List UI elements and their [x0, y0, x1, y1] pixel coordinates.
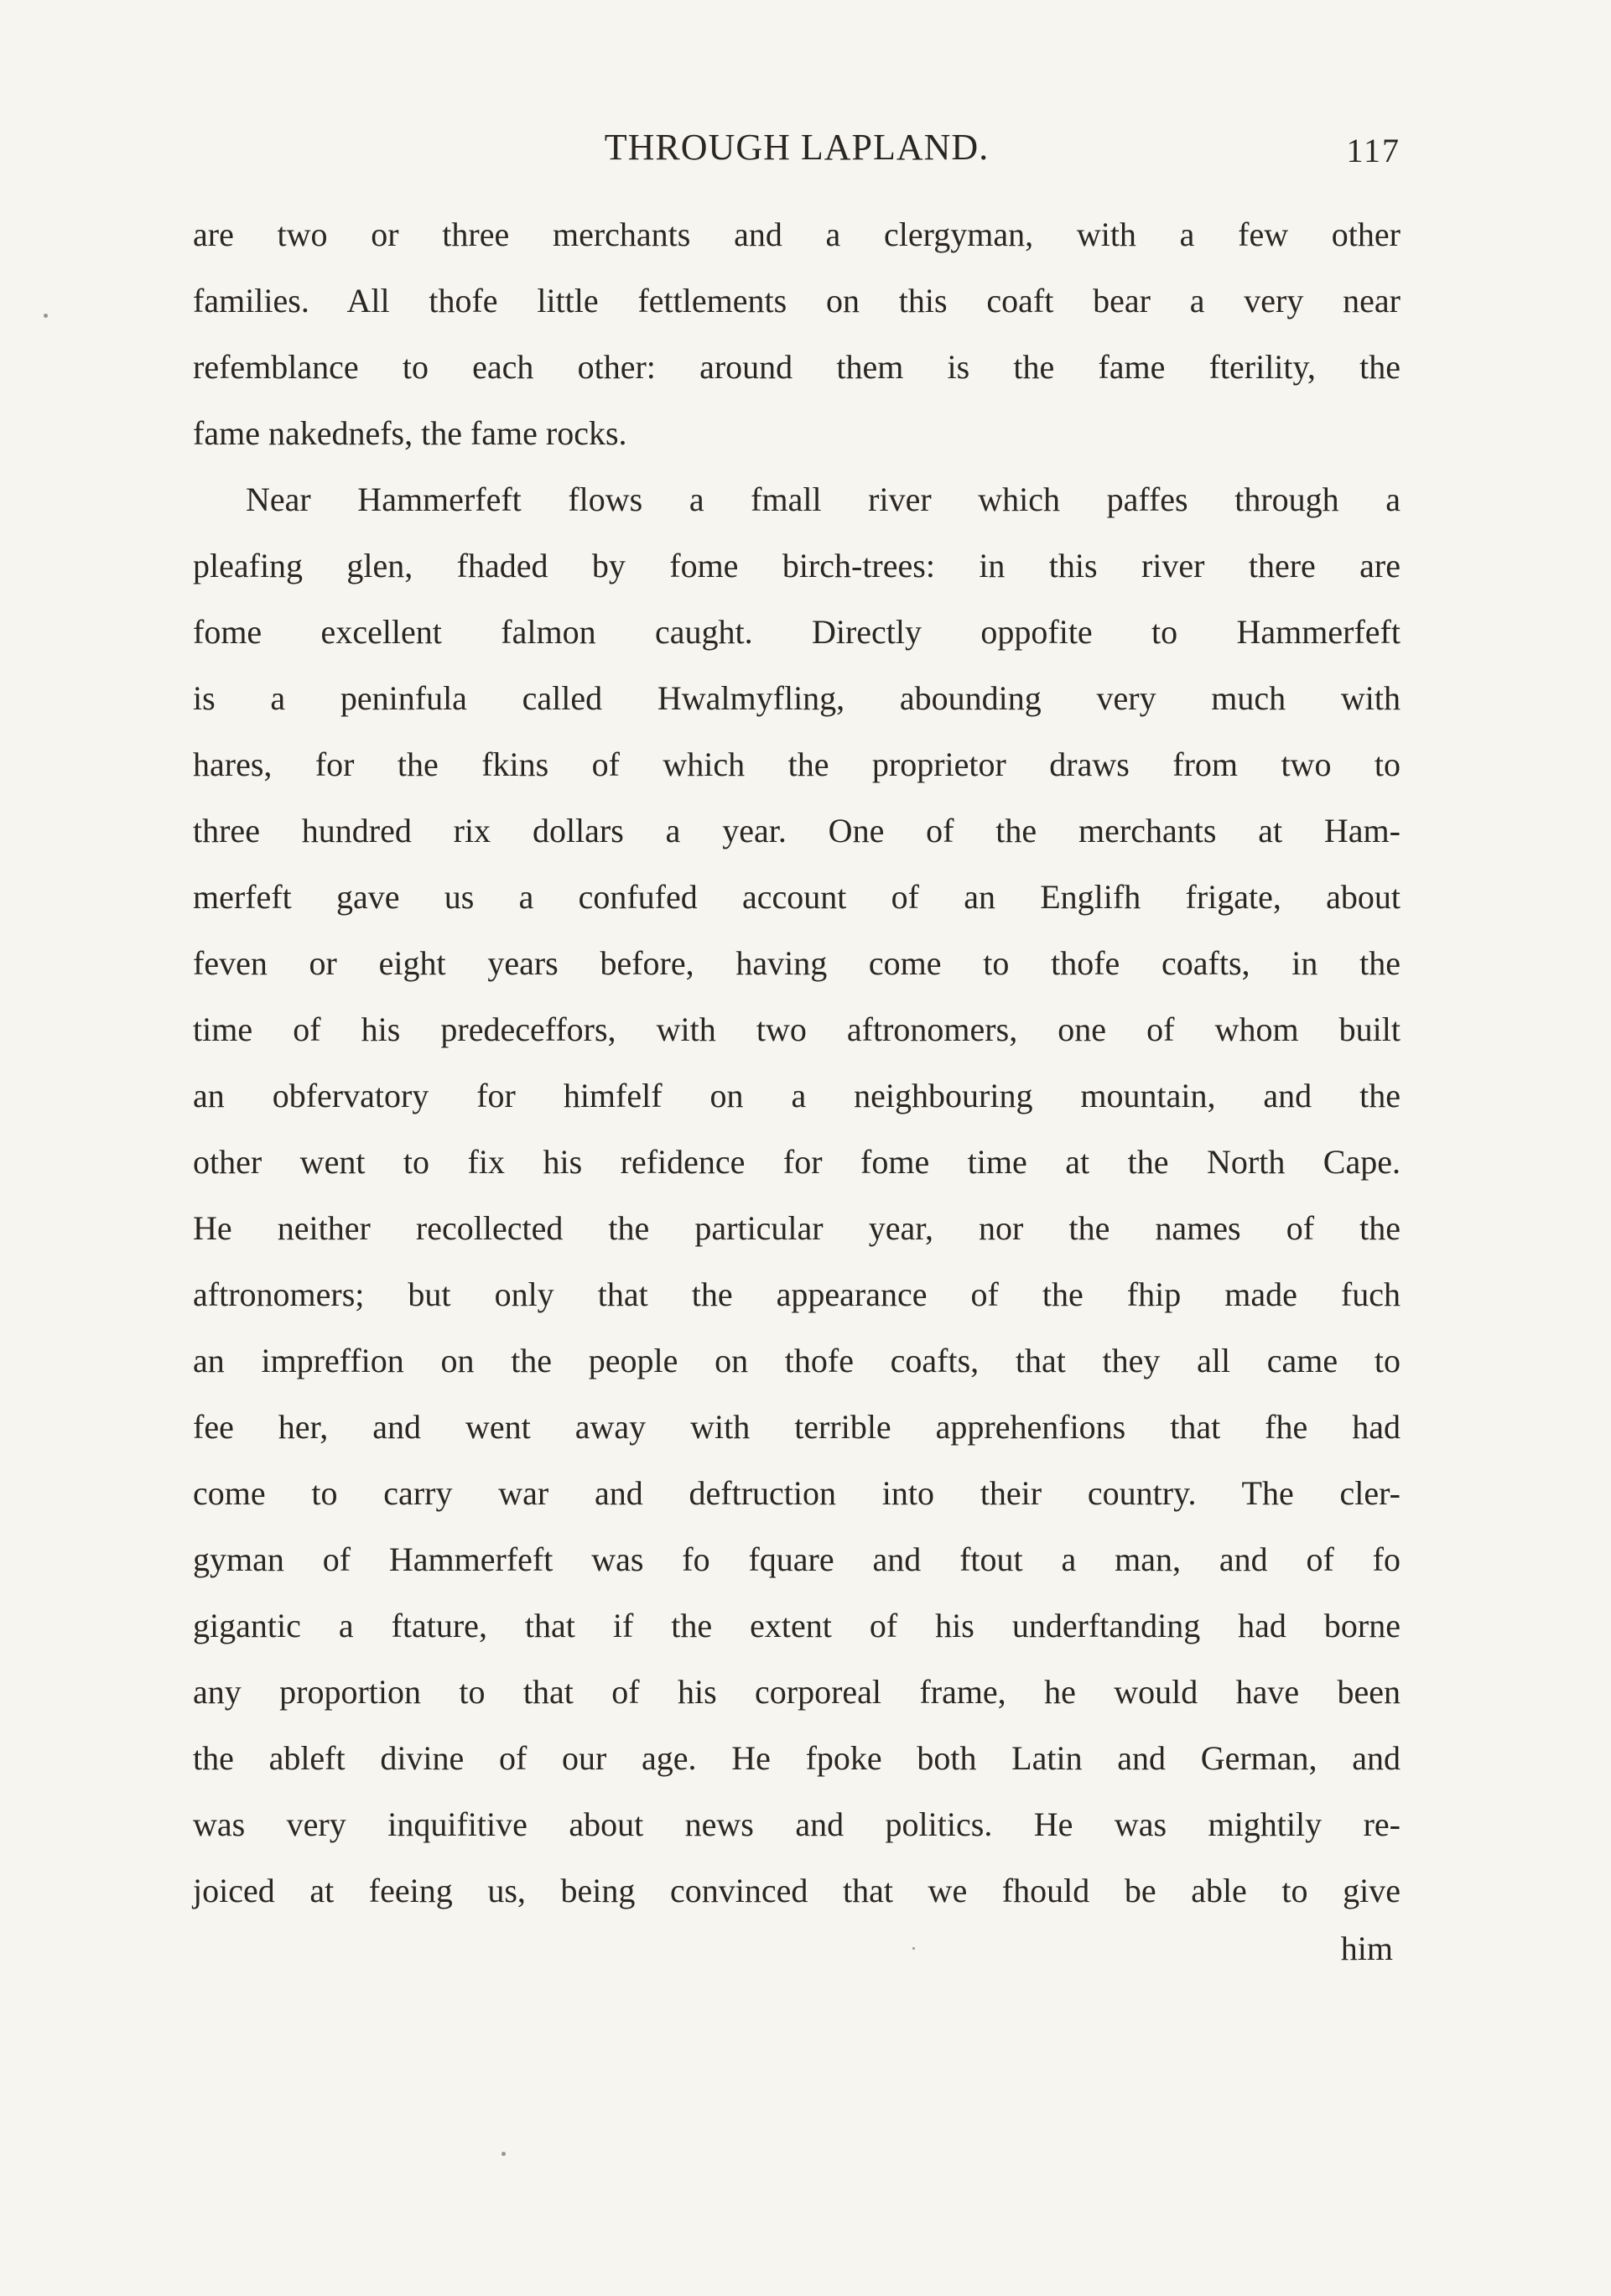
text-line: any proportion to that of his corporeal frame, he would have been [193, 1673, 1401, 1711]
text-line: fome excellent falmon caught. Directly oppofite to Hammerfeft [193, 613, 1401, 651]
text-line: three hundred rix dollars a year. One of the merchants at Ham- [193, 812, 1401, 849]
body-text [193, 201, 1401, 1924]
text-line: Near Hammerfeft flows a fmall river which paffes through a [246, 480, 1401, 518]
paper-speck [912, 1947, 915, 1950]
text-line: the ableft divine of our age. He fpoke both Latin and German, and [193, 1739, 1401, 1777]
paper-speck [44, 314, 48, 318]
text-line: hares, for the fkins of which the proprietor draws from two to [193, 745, 1401, 783]
text-line: gigantic a ftature, that if the extent of his underftanding had borne [193, 1607, 1401, 1644]
running-head: THROUGH LAPLAND. [604, 127, 990, 168]
text-line: pleafing glen, fhaded by fome birch-trees: in this river there are [193, 547, 1401, 584]
text-line: gyman of Hammerfeft was fo fquare and ftout a man, and of fo [193, 1540, 1401, 1578]
text-line: families. All thofe little fettlements on this coaft bear a very near [193, 282, 1401, 319]
page-number: 117 [1346, 132, 1401, 169]
text-line: time of his predeceffors, with two aftronomers, one of whom built [193, 1010, 1401, 1048]
text-line: was very inquifitive about news and politics. He was mightily re- [193, 1805, 1401, 1843]
text-line: He neither recollected the particular year, nor the names of the [193, 1209, 1401, 1247]
text-line: fee her, and went away with terrible apprehenfions that fhe had [193, 1408, 1401, 1446]
text-line: other went to fix his refidence for fome time at the North Cape. [193, 1143, 1401, 1181]
text-line: come to carry war and deftruction into their country. The cler- [193, 1474, 1401, 1512]
text-line: joiced at feeing us, being convinced that we fhould be able to give [193, 1872, 1401, 1909]
text-line: an obfervatory for himfelf on a neighbouring mountain, and the [193, 1077, 1401, 1114]
text-line: an impreffion on the people on thofe coafts, that they all came to [193, 1342, 1401, 1379]
text-line: refemblance to each other: around them is the fame fterility, the [193, 348, 1401, 386]
text-line: fame nakednefs, the fame rocks. [193, 414, 627, 452]
text-line: feven or eight years before, having come to thofe coafts, in the [193, 944, 1401, 982]
text-line: merfeft gave us a confufed account of an Englifh frigate, about [193, 878, 1401, 916]
text-line: aftronomers; but only that the appearance of the fhip made fuch [193, 1275, 1401, 1313]
text-line: are two or three merchants and a clergyman, with a few other [193, 216, 1401, 253]
catchword: him [1340, 1930, 1393, 1967]
page-header [193, 126, 1401, 184]
text-line: is a peninfula called Hwalmyfling, abounding very much with [193, 679, 1401, 717]
paper-speck [501, 2152, 506, 2156]
